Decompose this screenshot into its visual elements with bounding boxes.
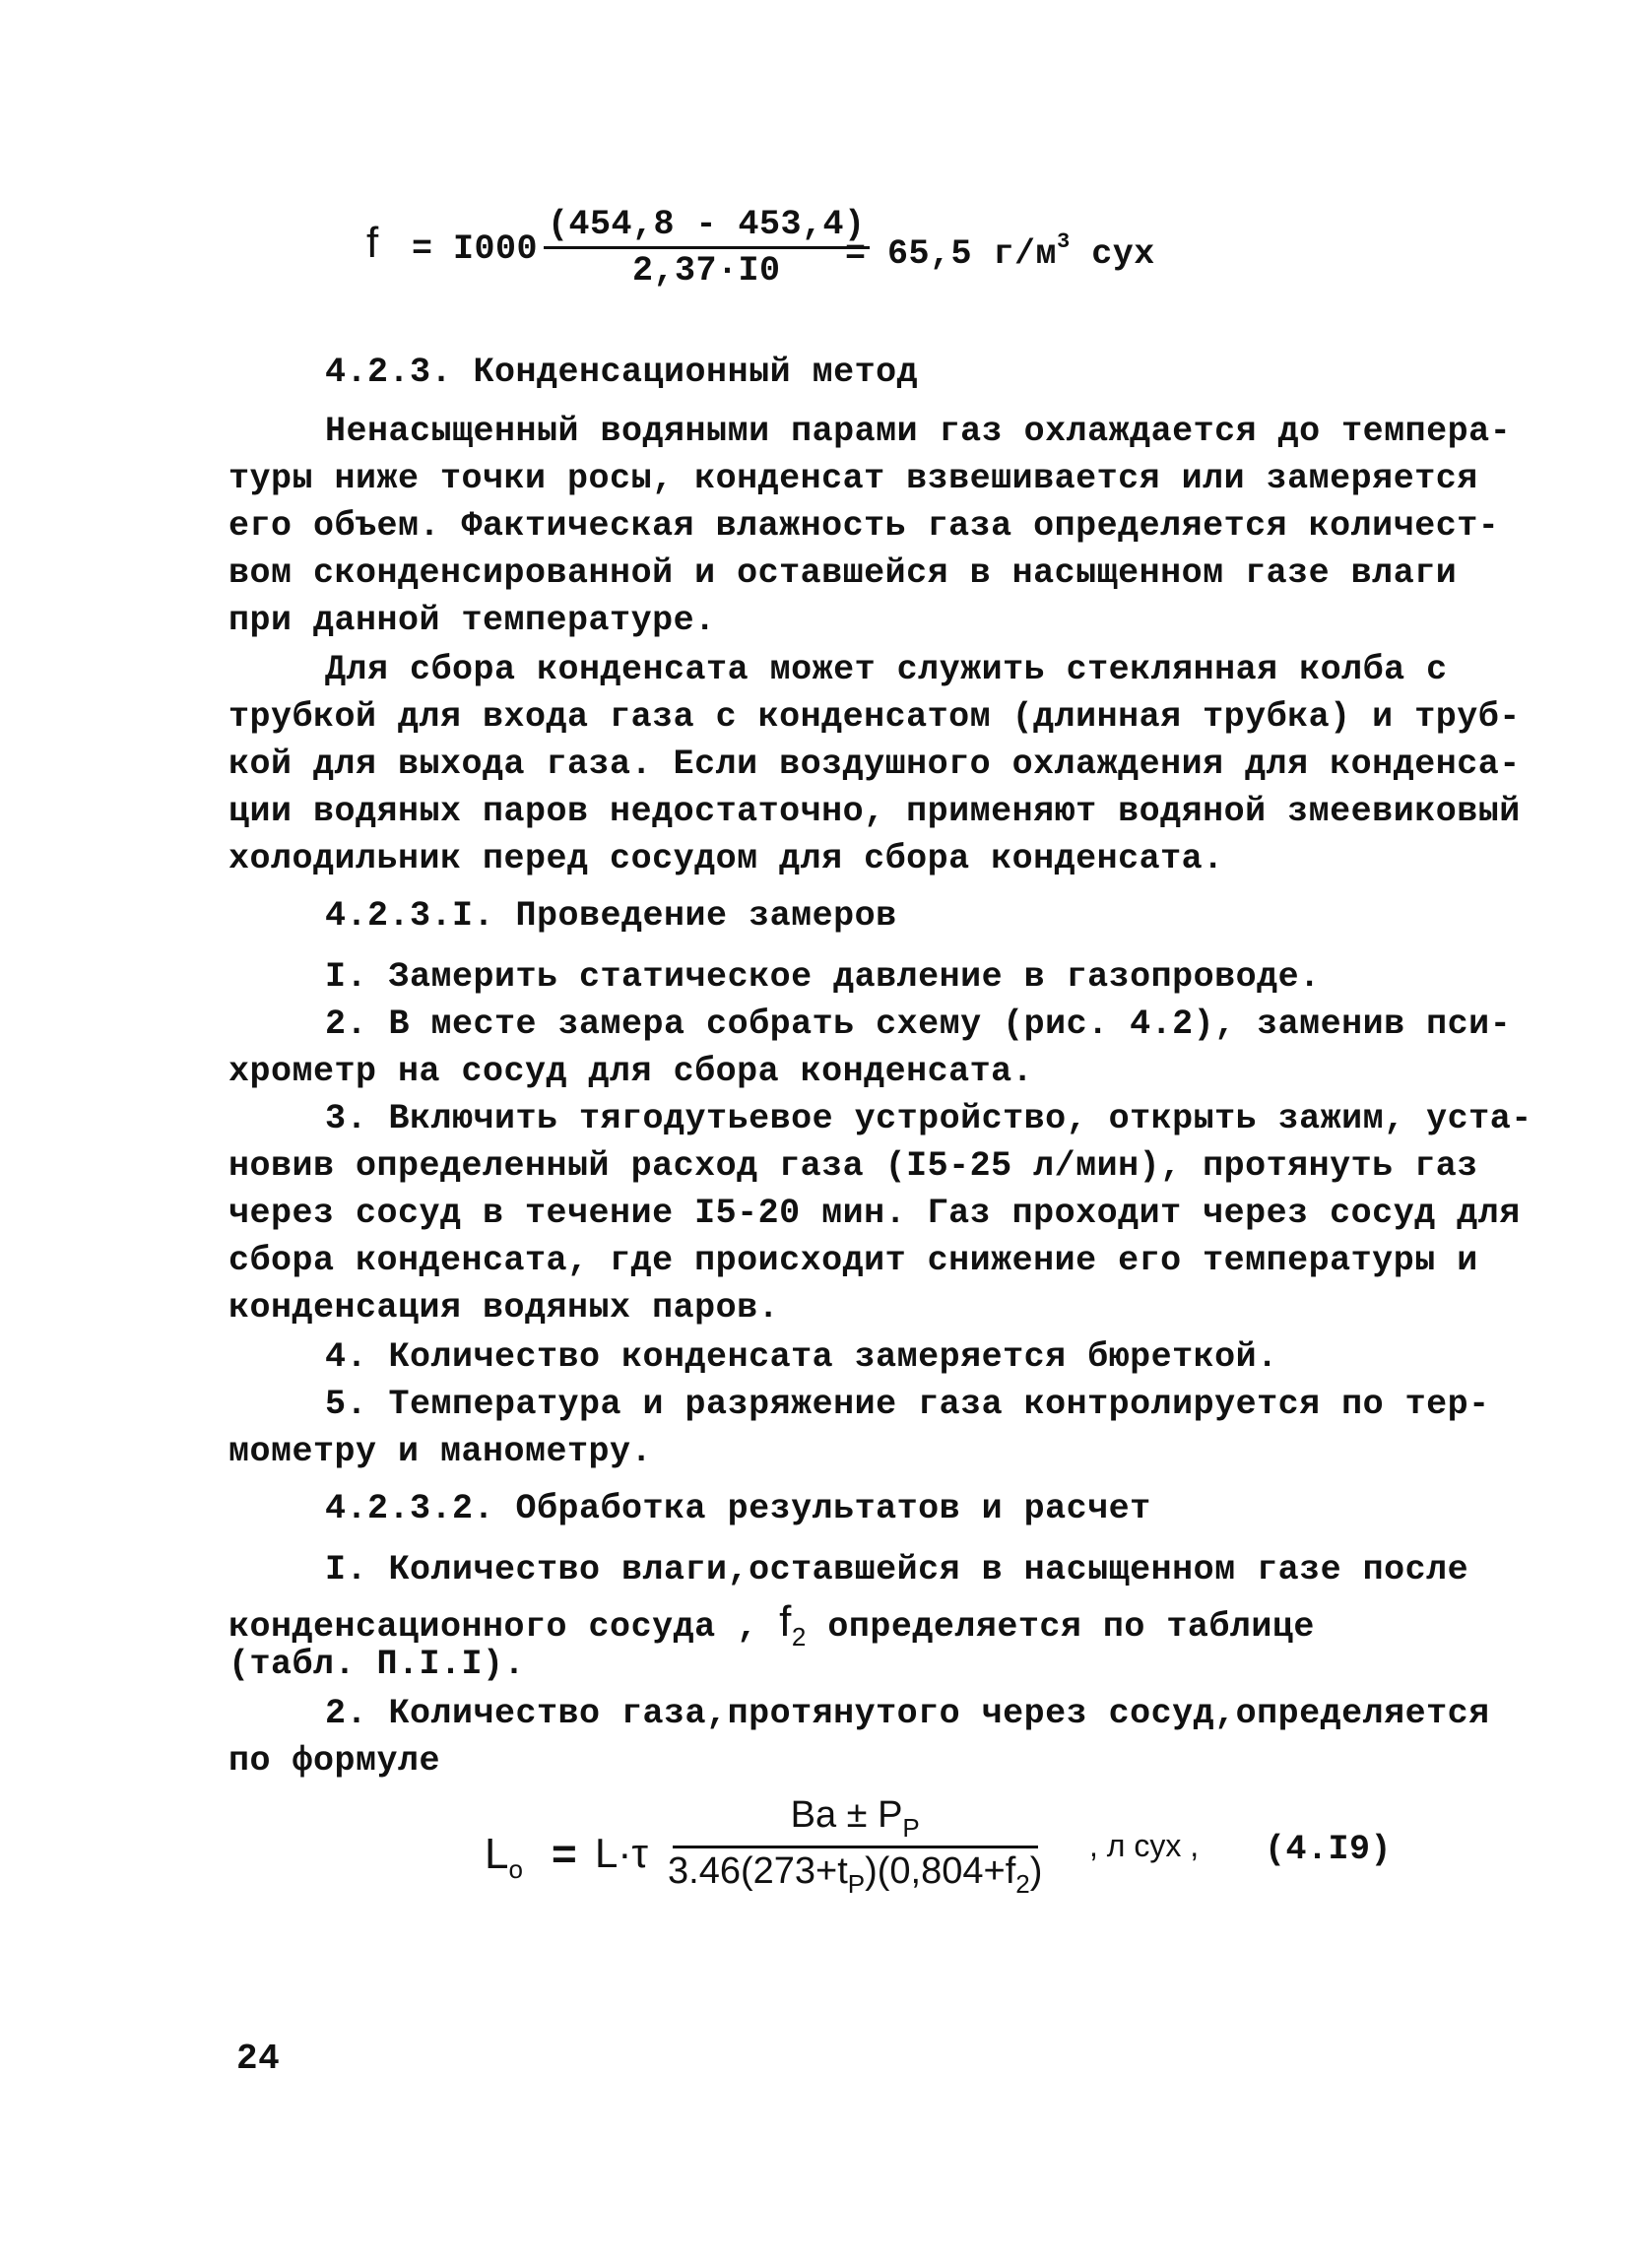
formula1-exponent: 3: [1057, 229, 1071, 254]
paragraph-line: Для сбора конденсата может служить стеклянная колба с: [325, 650, 1448, 689]
formula1-result: [845, 229, 1155, 274]
subsection2-heading: 4.2.3.2. Обработка результатов и расчет: [325, 1489, 1151, 1528]
formula1-fraction: [544, 205, 870, 291]
formula2-lhs: [485, 1830, 523, 1885]
formula2-lhs-subscript: o: [508, 1854, 523, 1884]
paragraph-line: ции водяных паров недостаточно, применяют водяной змеевиковый: [228, 792, 1521, 831]
list-item: 3. Включить тягодутьевое устройство, открыть зажим, уста-: [325, 1099, 1532, 1138]
paragraph-line: кой для выхода газа. Если воздушного охлаждения для конденса-: [228, 745, 1521, 784]
paragraph-line: трубкой для входа газа с конденсатом (длинная трубка) и труб-: [228, 697, 1521, 737]
formula2-fraction: [668, 1794, 1042, 1900]
list-item-continuation: через сосуд в течение I5-20 мин. Газ проходит через сосуд для: [228, 1194, 1521, 1233]
paragraph-line: холодильник перед сосудом для сбора конденсата.: [228, 839, 1224, 878]
list-item: I. Замерить статическое давление в газопроводе.: [325, 957, 1321, 997]
subsection1-heading: 4.2.3.I. Проведение замеров: [325, 896, 897, 936]
formula1-lhs: f: [366, 219, 379, 267]
formula1-denominator: 2,37·I0: [632, 251, 781, 291]
list-item: 2. Количество газа,протянутого через сосуд,определяется: [325, 1694, 1490, 1733]
formula2-numerator-subscript: P: [902, 1813, 920, 1843]
formula2-factor: L·τ: [595, 1830, 648, 1876]
formula2-den-part-a: 3.46(273+t: [668, 1850, 848, 1892]
paragraph-line: вом сконденсированной и оставшейся в насыщенном газе влаги: [228, 553, 1458, 593]
list-item-continuation: по формуле: [228, 1741, 441, 1781]
list-item: 4. Количество конденсата замеряется бюреткой.: [325, 1337, 1278, 1377]
paragraph-line: туры ниже точки росы, конденсат взвешивается или замеряется: [228, 459, 1478, 498]
f2-subscript: 2: [791, 1622, 807, 1652]
list-item: 2. В месте замера собрать схему (рис. 4.2), заменив пси-: [325, 1004, 1512, 1044]
formula1-coef: I000: [453, 229, 539, 269]
list-item-continuation: (табл. П.I.I).: [228, 1645, 526, 1684]
formula2-numerator: [673, 1794, 1038, 1848]
list-item: 5. Температура и разряжение газа контролируется по тер-: [325, 1385, 1490, 1424]
list-item-continuation: сбора конденсата, где происходит снижение его температуры и: [228, 1241, 1478, 1280]
formula2-den-part-c: ): [1029, 1850, 1043, 1892]
f2-letter: f: [779, 1597, 792, 1646]
formula2-number: (4.I9): [1265, 1830, 1393, 1869]
formula2-eq: =: [552, 1830, 577, 1878]
paragraph-line: его объем. Фактическая влажность газа определяется количест-: [228, 506, 1500, 546]
formula2-den-sub1: P: [847, 1869, 866, 1899]
page-number: 24: [236, 2039, 281, 2079]
list-item: I. Количество влаги,оставшейся в насыщенном газе после: [325, 1550, 1469, 1589]
list-item-text: определяется по таблице: [827, 1607, 1315, 1647]
list-item-continuation: конденсация водяных паров.: [228, 1288, 780, 1328]
formula1-result-value: = 65,5 г/м: [845, 234, 1058, 274]
formula1-unit: сух: [1091, 234, 1155, 274]
list-item-continuation: хрометр на сосуд для сбора конденсата.: [228, 1052, 1034, 1091]
formula1-numerator: (454,8 - 453,4): [544, 205, 870, 249]
formula2-den-sub2: 2: [1015, 1869, 1030, 1899]
list-item-continuation: мометру и манометру.: [228, 1432, 653, 1471]
formula2-unit: , л сух ,: [1089, 1828, 1200, 1863]
formula2-numerator-text: Ba ± P: [790, 1794, 903, 1836]
paragraph-line: при данной температуре.: [228, 601, 716, 640]
list-item-continuation: новив определенный расход газа (I5-25 л/мин), протянуть газ: [228, 1146, 1478, 1186]
f2-symbol: [779, 1597, 807, 1652]
formula2-denominator: [668, 1848, 1042, 1900]
list-item-text: конденсационного сосуда ,: [228, 1607, 758, 1647]
formula1-eq: =: [412, 229, 433, 269]
formula2-den-part-b: )(0,804+f: [865, 1850, 1016, 1892]
formula2-lhs-letter: L: [485, 1830, 509, 1878]
section-heading: 4.2.3. Конденсационный метод: [325, 353, 919, 392]
paragraph-line: Ненасыщенный водяными парами газ охлаждается до темпера-: [325, 412, 1512, 451]
